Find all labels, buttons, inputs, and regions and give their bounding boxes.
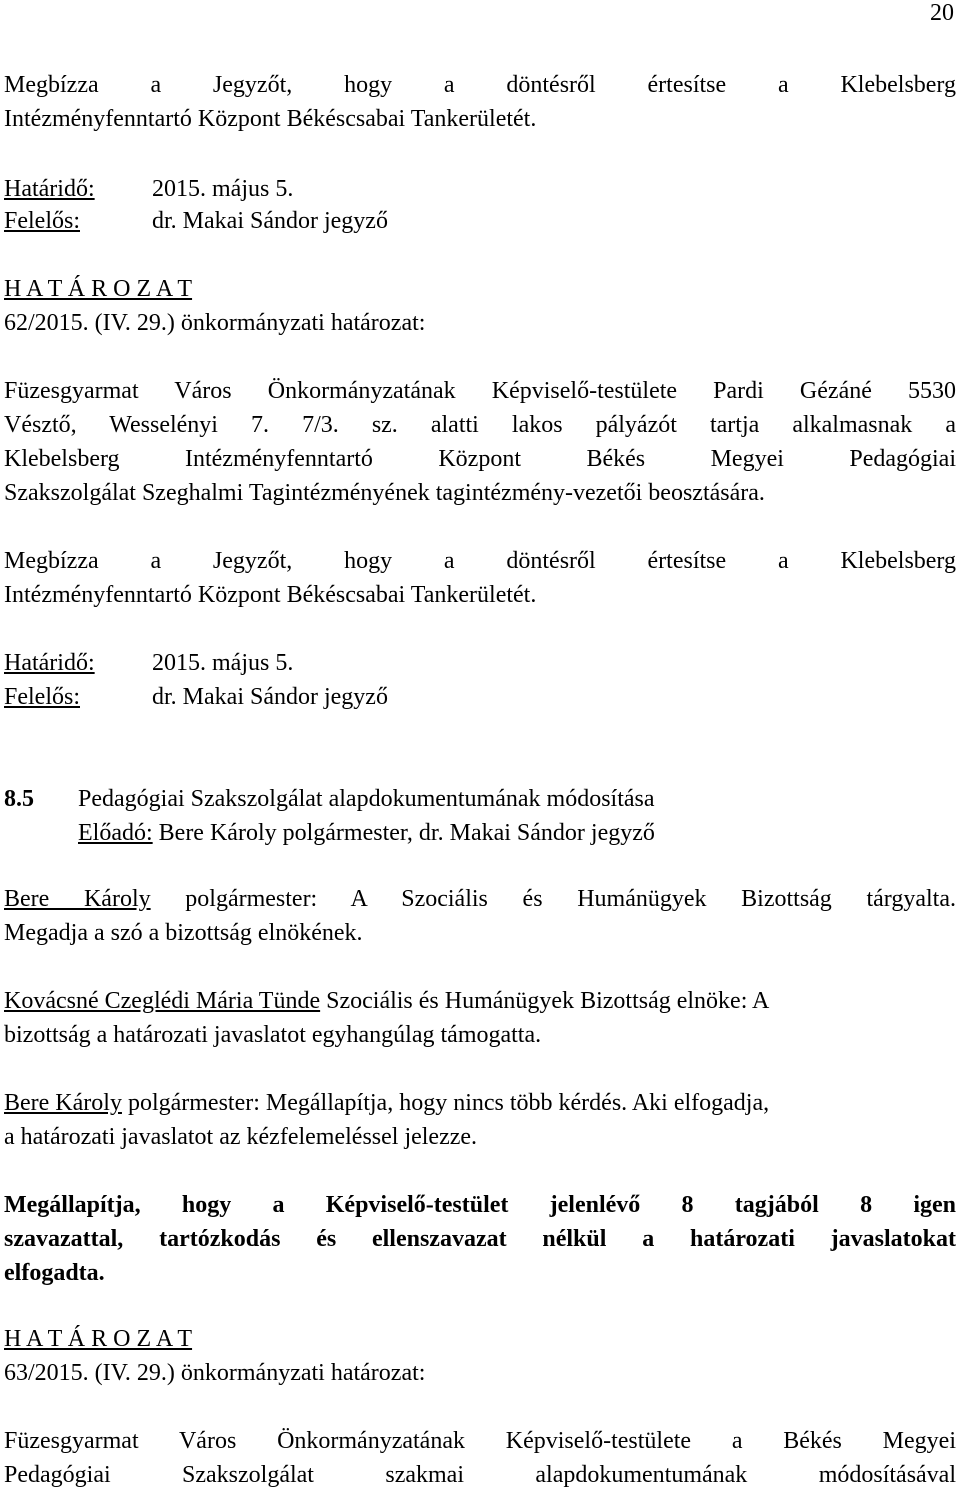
text-line: Intézményfenntartó Központ Békéscsabai Tankerületét. — [4, 582, 537, 608]
resolution-heading: H A T Á R O Z A T — [4, 276, 193, 302]
responsible-label: Felelős: — [4, 208, 80, 234]
agenda-title: Pedagógiai Szakszolgálat alapdokumentumának módosítása — [78, 786, 655, 812]
text-line: Intézményfenntartó Központ Békéscsabai Tankerületét. — [4, 106, 537, 132]
presenter-label: Előadó: — [78, 820, 153, 846]
text-line: bizottság a határozati javaslatot egyhangúlag támogatta. — [4, 1022, 542, 1048]
text-line: Füzesgyarmat Város Önkormányzatának Képviselő-testülete a Békés Megyei — [4, 1428, 956, 1454]
notify-paragraph-2 — [4, 544, 956, 612]
speech-text: polgármester: A Szociális és Humánügyek Bizottság tárgyalta. — [150, 886, 956, 912]
speech-text: polgármester: Megállapítja, hogy nincs több kérdés. Aki elfogadja, — [121, 1090, 770, 1116]
agenda-number: 8.5 — [4, 786, 34, 812]
text-line: elfogadta. — [4, 1260, 105, 1286]
text-line: szavazattal, tartózkodás és ellenszavazat nélkül a határozati javaslatokat — [4, 1226, 956, 1252]
deadline-label: Határidő: — [4, 176, 95, 202]
deadline-label: Határidő: — [4, 650, 95, 676]
text-line: Szakszolgálat Szeghalmi Tagintézményének tagintézmény-vezetői beosztására. — [4, 480, 765, 506]
vote-result — [4, 1188, 956, 1290]
speaker-name: Bere Károly — [4, 886, 151, 912]
speech-paragraph-1 — [4, 882, 956, 950]
text-line: a határozati javaslatot az kézfelemeléssel jelezze. — [4, 1124, 478, 1150]
notify-paragraph-1 — [4, 68, 956, 136]
deadline-value: 2015. május 5. — [152, 176, 294, 202]
text-line: Vésztő, Wesselényi 7. 7/3. sz. alatti lakos pályázót tartja alkalmasnak a — [4, 412, 956, 438]
responsible-row-1 — [4, 204, 956, 238]
text-line: Klebelsberg Intézményfenntartó Központ Békés Megyei Pedagógiai — [4, 446, 956, 472]
speaker-name: Kovácsné Czeglédi Mária Tünde — [4, 988, 321, 1014]
text-line: Megbízza a Jegyzőt, hogy a döntésről értesítse a Klebelsberg — [4, 548, 956, 574]
resolution-body-1 — [4, 374, 956, 510]
resolution-number: 63/2015. (IV. 29.) önkormányzati határozat: — [4, 1360, 426, 1386]
speaker-name: Bere Károly — [4, 1090, 122, 1116]
responsible-label: Felelős: — [4, 684, 80, 710]
text-line: Pedagógiai Szakszolgálat szakmai alapdokumentumának módosításával — [4, 1462, 956, 1488]
page-number: 20 — [930, 0, 954, 26]
text-line: Megadja a szó a bizottság elnökének. — [4, 920, 363, 946]
resolution-body-2 — [4, 1424, 956, 1492]
speech-paragraph-2 — [4, 984, 956, 1052]
responsible-row-2 — [4, 680, 956, 714]
presenter-value: Bere Károly polgármester, dr. Makai Sándor jegyző — [152, 820, 655, 846]
text-line: Megbízza a Jegyzőt, hogy a döntésről értesítse a Klebelsberg — [4, 72, 956, 98]
deadline-row-2 — [4, 646, 956, 680]
deadline-row-1 — [4, 172, 956, 206]
agenda-item — [4, 782, 956, 850]
responsible-value: dr. Makai Sándor jegyző — [152, 208, 388, 234]
resolution-heading-2 — [4, 1322, 956, 1356]
responsible-value: dr. Makai Sándor jegyző — [152, 684, 388, 710]
resolution-heading: H A T Á R O Z A T — [4, 1326, 193, 1352]
deadline-value: 2015. május 5. — [152, 650, 294, 676]
text-line: Füzesgyarmat Város Önkormányzatának Képviselő-testülete Pardi Gézáné 5530 — [4, 378, 956, 404]
resolution-number: 62/2015. (IV. 29.) önkormányzati határozat: — [4, 310, 426, 336]
resolution-number-1 — [4, 306, 956, 340]
resolution-heading-1 — [4, 272, 956, 306]
speech-text: Szociális és Humánügyek Bizottság elnöke: A — [320, 988, 770, 1014]
resolution-number-2 — [4, 1356, 956, 1390]
text-line: Megállapítja, hogy a Képviselő-testület jelenlévő 8 tagjából 8 igen — [4, 1192, 956, 1218]
speech-paragraph-3 — [4, 1086, 956, 1154]
